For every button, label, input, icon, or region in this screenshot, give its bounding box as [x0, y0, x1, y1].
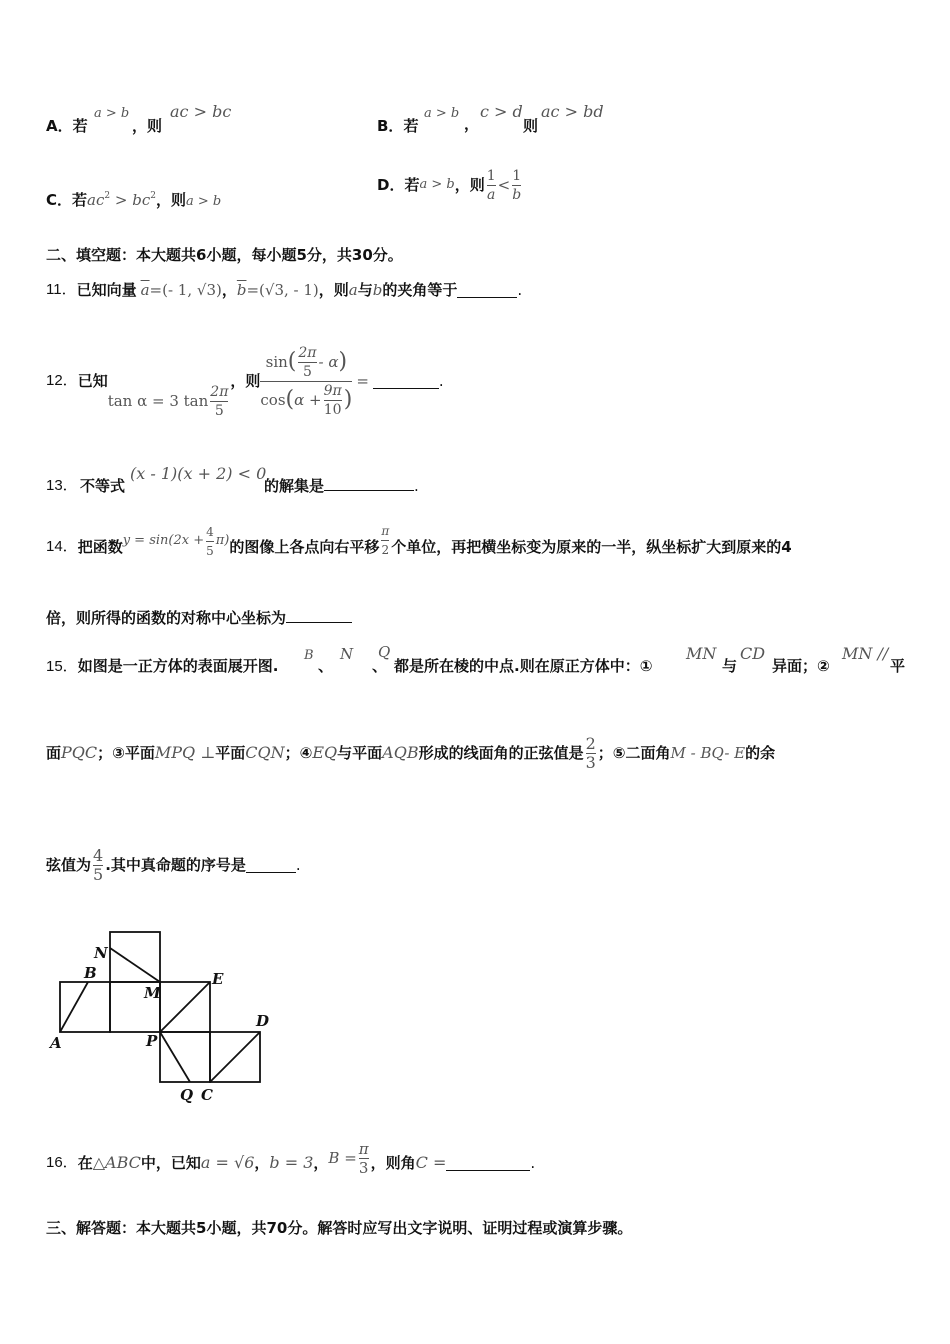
label-d: D [256, 1012, 270, 1030]
answer-blank-13[interactable] [324, 476, 414, 491]
answer-blank-12[interactable] [373, 374, 439, 389]
option-a-cond: a > b [94, 106, 130, 121]
option-a-concl: ac > bc [170, 102, 232, 121]
answer-blank-15[interactable] [246, 858, 296, 873]
cube-net-figure [44, 926, 284, 1106]
question-12: 12． 已知 tan α = 3 tan $\frac{2\pi}{5}$ ，则 sin ( $\frac{2\pi}{5}$ - α ) cos ( α + $\frac{9\pi}{10}$ ) = . [46, 344, 444, 419]
label-c: C [201, 1086, 213, 1104]
answer-blank-16[interactable] [446, 1156, 530, 1171]
question-14: 14． 把函数 y = sin(2x + $\frac{4}{5}$ π) 的图像上各点向右平移 $\frac{\pi}{2}$ 个单位，再把横坐标变为原来的一半，纵坐标扩大到原来的4 [46, 523, 792, 558]
label-n: N [94, 944, 108, 962]
option-d: D． 若 a > b ，则 $\frac{1}{a}$ < $\frac{1}{b}$ [377, 167, 522, 203]
section-2-heading: 二、填空题：本大题共6小题，每小题5分，共30分。 [46, 246, 403, 264]
option-b-label: B． [377, 117, 404, 135]
question-11: 11． 已知向量 $\overline{a}$ =(- 1, √3) ， $\overline{b}$ =(√3, - 1) ，则 a 与 b 的夹角等于 . [46, 281, 523, 299]
segment-pe [160, 982, 210, 1032]
label-a: A [50, 1034, 62, 1052]
section-3-heading: 三、解答题：本大题共5小题，共70分。解答时应写出文字说明、证明过程或演算步骤。 [46, 1219, 633, 1237]
option-c: C．若$ac^2 > bc^2$，则a > b [46, 191, 222, 209]
option-c-label: C． [46, 191, 73, 209]
question-15: 15．如图是一正方体的表面展开图. B 、 N 、 Q 都是所在棱的中点.则在原正方体中：① MN 与 CD 异面；② MN // 平 [46, 643, 906, 675]
question-15-line2: 面 PQC ；③平面 MPQ ⊥ 平面 CQN ；④ EQ 与平面 AQB 形成的线面角的正弦值是 $\frac{2}{3}$ ；⑤二面角 M - BQ- E 的余 [46, 733, 776, 772]
question-15-line3: 弦值为 $\frac{4}{5}$ .其中真命题的序号是 . [46, 845, 301, 884]
label-p: P [146, 1032, 158, 1050]
answer-blank-11[interactable] [457, 283, 517, 298]
label-e: E [212, 970, 224, 988]
big-fraction: sin ( $\frac{2\pi}{5}$ - α ) cos ( α + $\frac{9\pi}{10}$ ) [260, 344, 353, 418]
face-a [60, 982, 110, 1032]
fraction-1-over-a: $\frac{1}{a}$ [486, 167, 496, 203]
face-top [110, 932, 160, 982]
fraction-1-over-b: $\frac{1}{b}$ [512, 167, 522, 203]
question-14-cont: 倍，则所得的函数的对称中心坐标为 [46, 608, 352, 628]
option-a-label: A． [46, 117, 73, 135]
label-q: Q [180, 1086, 194, 1104]
label-m: M [144, 984, 161, 1002]
label-b: B [84, 964, 97, 982]
inequality: (x - 1)(x + 2) < 0 [130, 464, 267, 483]
option-d-label: D． [377, 176, 405, 194]
question-16: 16． 在 △ABC 中，已知 a = √6 ， b = 3 ， B = $\frac{\pi}{3}$ ，则角 C = . [46, 1139, 536, 1177]
segment-nm [110, 948, 160, 982]
segment-pq [160, 1032, 190, 1082]
answer-blank-14[interactable] [286, 608, 352, 623]
segment-cd [210, 1032, 260, 1082]
segment-ab [60, 982, 88, 1032]
